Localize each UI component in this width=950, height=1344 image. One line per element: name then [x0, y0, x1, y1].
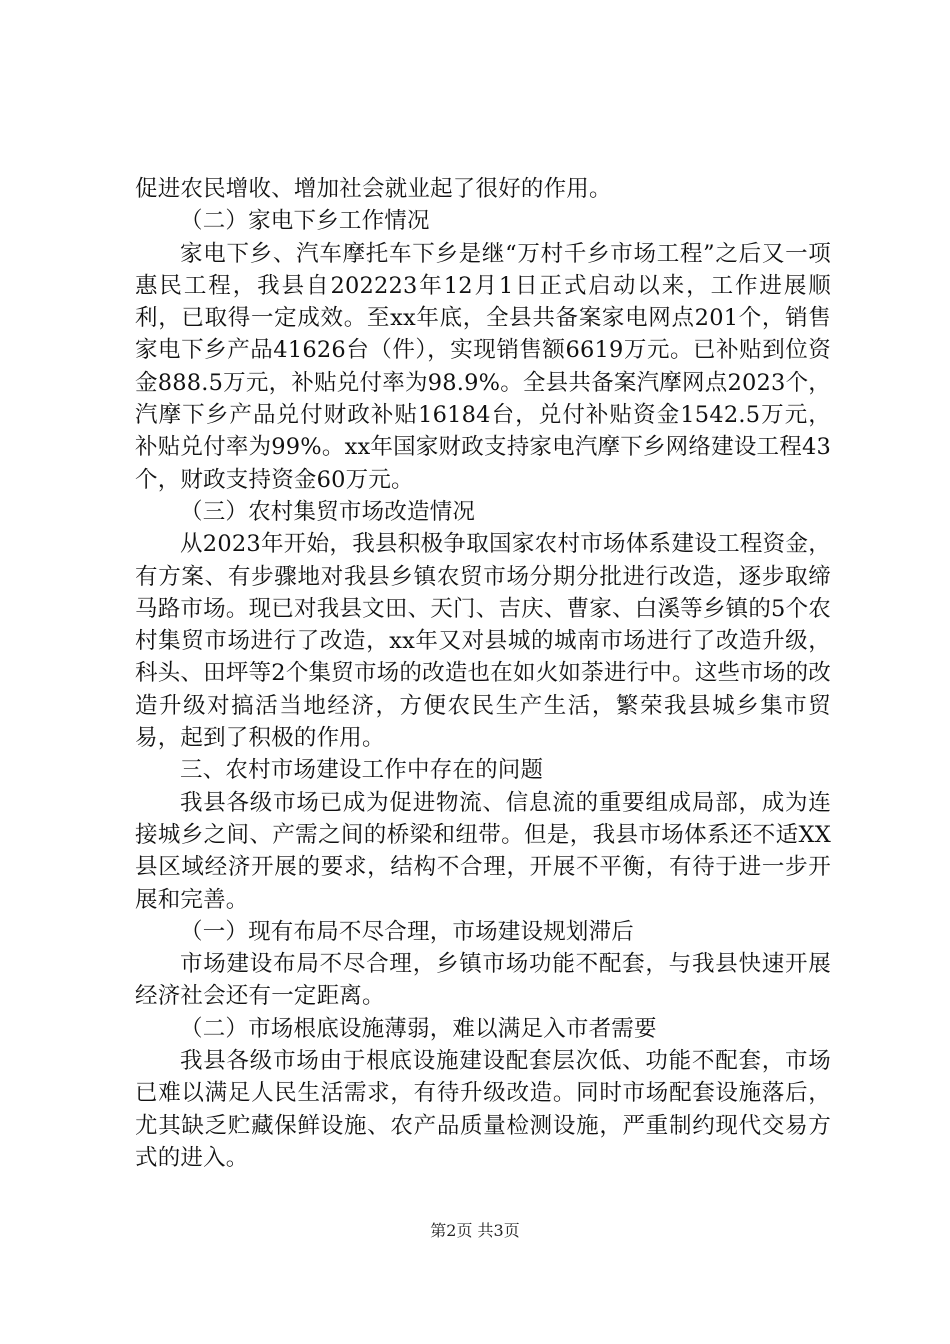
section-heading-appliances: （二）家电下乡工作情况: [180, 208, 430, 235]
paragraph-infrastructure: 我县各级市场由于根底设施建设配套层次低、功能不配套，市场已难以满足人民生活需求，有待升级改造。同时市场配套设施落后，尤其缺乏贮藏保鲜设施、农产品质量检测设施，严重制约现代交易方式的进入。: [135, 1048, 831, 1171]
section-heading-infrastructure: （二）市场根底设施薄弱，难以满足入市者需要: [180, 1015, 657, 1042]
section-heading-problems: 三、农村市场建设工作中存在的问题: [180, 757, 544, 784]
section-heading-market-renovation: （三）农村集贸市场改造情况: [180, 498, 476, 525]
section-heading-layout: （一）现有布局不尽合理，市场建设规划滞后: [180, 918, 635, 945]
paragraph-layout: 市场建设布局不尽合理，乡镇市场功能不配套，与我县快速开展经济社会还有一定距离。: [135, 951, 831, 1010]
document-body: [135, 173, 831, 1174]
paragraph-market-renovation: 从2023年开始，我县积极争取国家农村市场体系建设工程资金，有方案、有步骤地对我县乡镇农贸市场分期分批进行改造，逐步取缔马路市场。现已对我县文田、天门、吉庆、曹家、白溪等乡镇的5个农村集贸市场进行了改造，xx年又对县城的城南市场进行了改造升级，科头、田坪等2个集贸市场的改造也在如火如荼进行中。这些市场的改造升级对搞活当地经济，方便农民生产生活，繁荣我县城乡集市贸易，起到了积极的作用。: [135, 531, 831, 752]
page-number-footer: 第2页 共3页: [430, 1221, 520, 1240]
paragraph-continuation: 促进农民增收、增加社会就业起了很好的作用。: [135, 176, 612, 202]
paragraph-appliances: 家电下乡、汽车摩托车下乡是继“万村千乡市场工程”之后又一项惠民工程，我县自202223年12月1日正式启动以来，工作进展顺利，已取得一定成效。至xx年底，全县共备案家电网点201个，销售家电下乡产品41626台（件），实现销售额6619万元。已补贴到位资金888.5万元，补贴兑付率为98.9%。全县共备案汽摩网点2023个，汽摩下乡产品兑付财政补贴16184台，兑付补贴资金1542.5万元，补贴兑付率为99%。xx年国家财政支持家电汽摩下乡网络建设工程43个，财政支持资金60万元。: [135, 240, 831, 493]
paragraph-problems-intro: 我县各级市场已成为促进物流、信息流的重要组成局部，成为连接城乡之间、产需之间的桥梁和纽带。但是，我县市场体系还不适XX县区域经济开展的要求，结构不合理，开展不平衡，有待于进一步开展和完善。: [135, 789, 831, 913]
